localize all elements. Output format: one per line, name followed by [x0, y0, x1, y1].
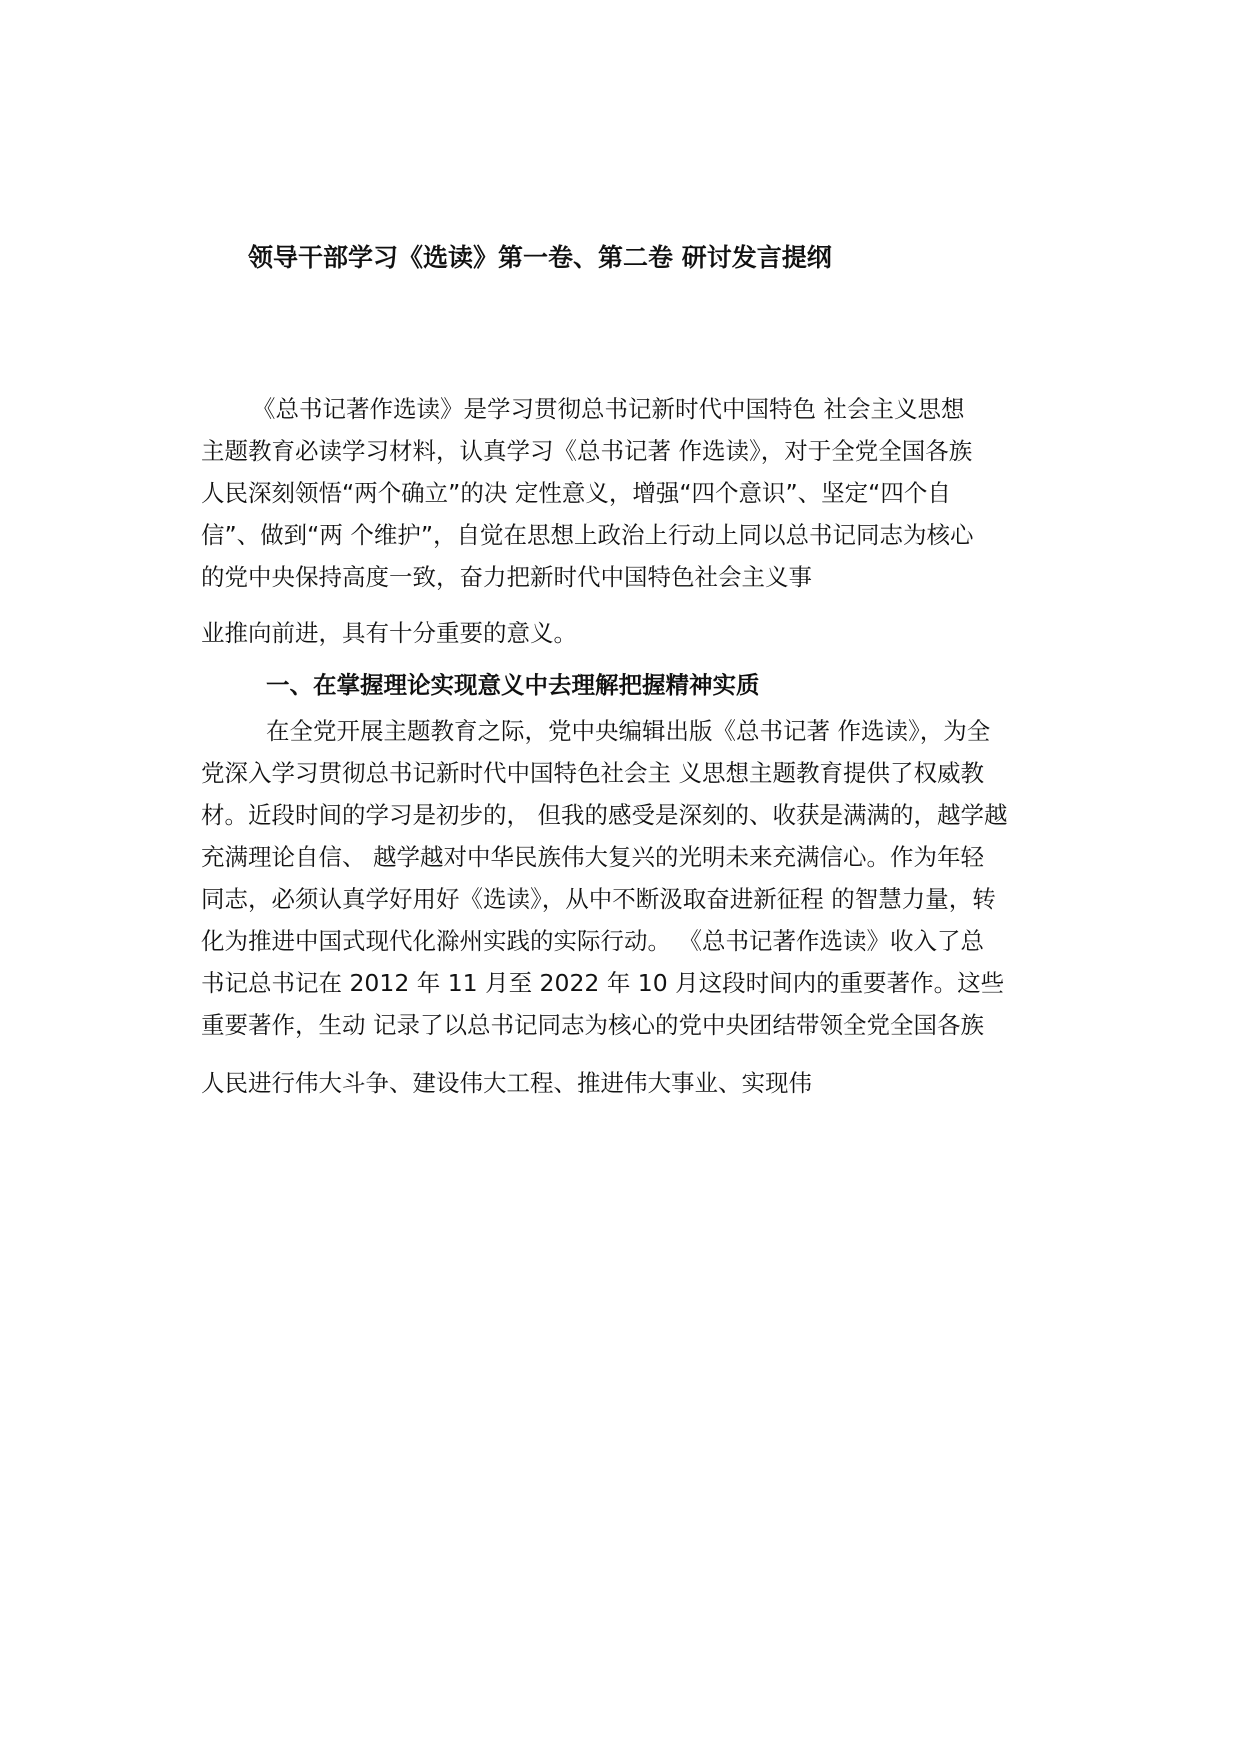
section-1-line-4: 充满理论自信、 越学越对中华民族伟大复兴的光明未来充满信心。作为年轻: [201, 843, 984, 871]
intro-line-3: 人民深刻领悟“两个确立”的决 定性意义，增强“四个意识”、坚定“四个自: [201, 479, 951, 507]
intro-line-4: 信”、做到“两 个维护”，自觉在思想上政治上行动上同以总书记同志为核心: [201, 521, 974, 549]
section-1-line-2: 党深入学习贯彻总书记新时代中国特色社会主 义思想主题教育提供了权威教: [201, 759, 984, 787]
section-1-line-8: 重要著作，生动 记录了以总书记同志为核心的党中央团结带领全党全国各族: [201, 1011, 984, 1039]
section-1-line-3: 材。近段时间的学习是初步的， 但我的感受是深刻的、收获是满满的，越学越: [201, 801, 1008, 829]
section-1-line-7: 书记总书记在 2012 年 11 月至 2022 年 10 月这段时间内的重要著作。这些: [201, 969, 1005, 997]
intro-line-5: 的党中央保持高度一致，奋力把新时代中国特色社会主义事: [201, 563, 812, 591]
intro-tail-line: 业推向前进，具有十分重要的意义。: [201, 619, 577, 647]
section-1-line-1: 在全党开展主题教育之际，党中央编辑出版《总书记著 作选读》，为全: [266, 717, 991, 745]
intro-line-2: 主题教育必读学习材料，认真学习《总书记著 作选读》，对于全党全国各族: [201, 437, 973, 465]
section-1-heading: 一、在掌握理论实现意义中去理解把握精神实质: [266, 671, 760, 699]
section-1-line-6: 化为推进中国式现代化滁州实践的实际行动。 《总书记著作选读》收入了总: [201, 927, 984, 955]
intro-line-1: 《总书记著作选读》是学习贯彻总书记新时代中国特色 社会主义思想: [252, 395, 965, 423]
section-1-line-5: 同志，必须认真学好用好《选读》，从中不断汲取奋进新征程 的智慧力量，转: [201, 885, 996, 913]
document-title: 领导干部学习《选读》第一卷、第二卷 研讨发言提纲: [248, 243, 832, 272]
section-1-tail-line: 人民进行伟大斗争、建设伟大工程、推进伟大事业、实现伟: [201, 1069, 812, 1097]
